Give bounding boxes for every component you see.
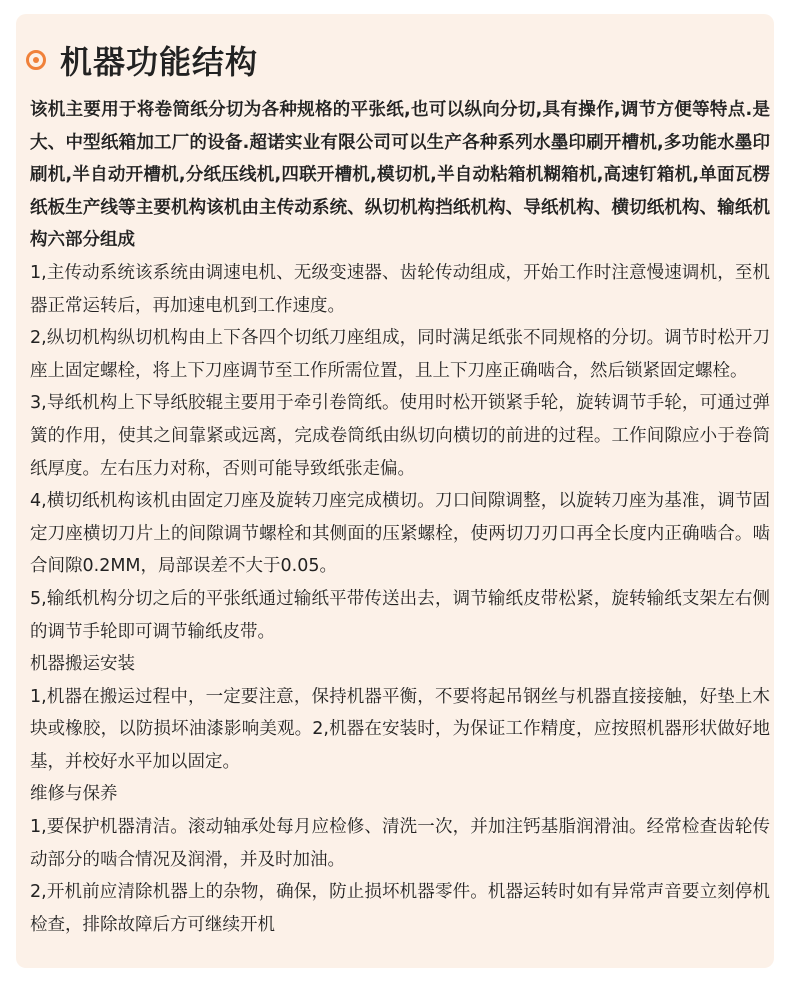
target-circle-icon (26, 50, 46, 70)
intro-paragraph: 该机主要用于将卷筒纸分切为各种规格的平张纸,也可以纵向分切,具有操作,调节方便等特点.是大、中型纸箱加工厂的设备.超诺实业有限公司可以生产各种系列水墨印刷开槽机,多功能水墨印刷机,半自动开槽机,分纸压线机,四联开槽机,模切机,半自动粘箱机糊箱机,高速钉箱机,单面瓦楞纸板生产线等主要机构该机由主传动系统、纵切机构挡纸机构、导纸机构、横切纸机构、输纸机构六部分组成 (30, 100, 770, 251)
section-heading-transport: 机器搬运安装 (30, 654, 135, 675)
article-body (30, 94, 770, 941)
paragraph-slitting: 2,纵切机构纵切机构由上下各四个切纸刀座组成，同时满足纸张不同规格的分切。调节时松开刀座上固定螺栓，将上下刀座调节至工作所需位置，且上下刀座正确啮合，然后锁紧固定螺栓。 (30, 328, 770, 381)
page-title: 机器功能结构 (60, 43, 259, 81)
paragraph-guide: 3,导纸机构上下导纸胶辊主要用于牵引卷筒纸。使用时松开锁紧手轮，旋转调节手轮，可通过弹簧的作用，使其之间靠紧或远离，完成卷筒纸由纵切向横切的前进的过程。工作间隙应小于卷筒纸厚度。左右压力对称，否则可能导致纸张走偏。 (30, 393, 770, 479)
section-heading-maintenance: 维修与保养 (30, 784, 118, 805)
paragraph-cross-cut: 4,横切纸机构该机由固定刀座及旋转刀座完成横切。刀口间隙调整，以旋转刀座为基准，调节固定刀座横切刀片上的间隙调节螺栓和其侧面的压紧螺栓，使两切刀刃口再全长度内正确啮合。啮合间隙0.2MM，局部误差不大于0.05。 (30, 491, 770, 577)
content-card (16, 14, 774, 968)
paragraph-main-drive: 1,主传动系统该系统由调速电机、无级变速器、齿轮传动组成，开始工作时注意慢速调机，至机器正常运转后，再加速电机到工作速度。 (30, 262, 770, 316)
paragraph-transport: 1,机器在搬运过程中，一定要注意，保持机器平衡，不要将起吊钢丝与机器直接接触，好垫上木块或橡胶，以防损坏油漆影响美观。2,机器在安装时，为保证工作精度，应按照机器形状做好地基，并校好水平加以固定。 (30, 686, 770, 772)
paragraph-conveyor: 5,输纸机构分切之后的平张纸通过输纸平带传送出去，调节输纸皮带松紧，旋转输纸支架左右侧的调节手轮即可调节输纸皮带。 (30, 588, 770, 642)
paragraph-maintenance-1: 1,要保护机器清洁。滚动轴承处每月应检修、清洗一次，并加注钙基脂润滑油。经常检查齿轮传动部分的啮合情况及润滑，并及时加油。 (30, 817, 770, 870)
title-row (26, 40, 258, 80)
paragraph-maintenance-2: 2,开机前应清除机器上的杂物，确保，防止损坏机器零件。机器运转时如有异常声音要立刻停机检查，排除故障后方可继续开机 (30, 882, 770, 935)
